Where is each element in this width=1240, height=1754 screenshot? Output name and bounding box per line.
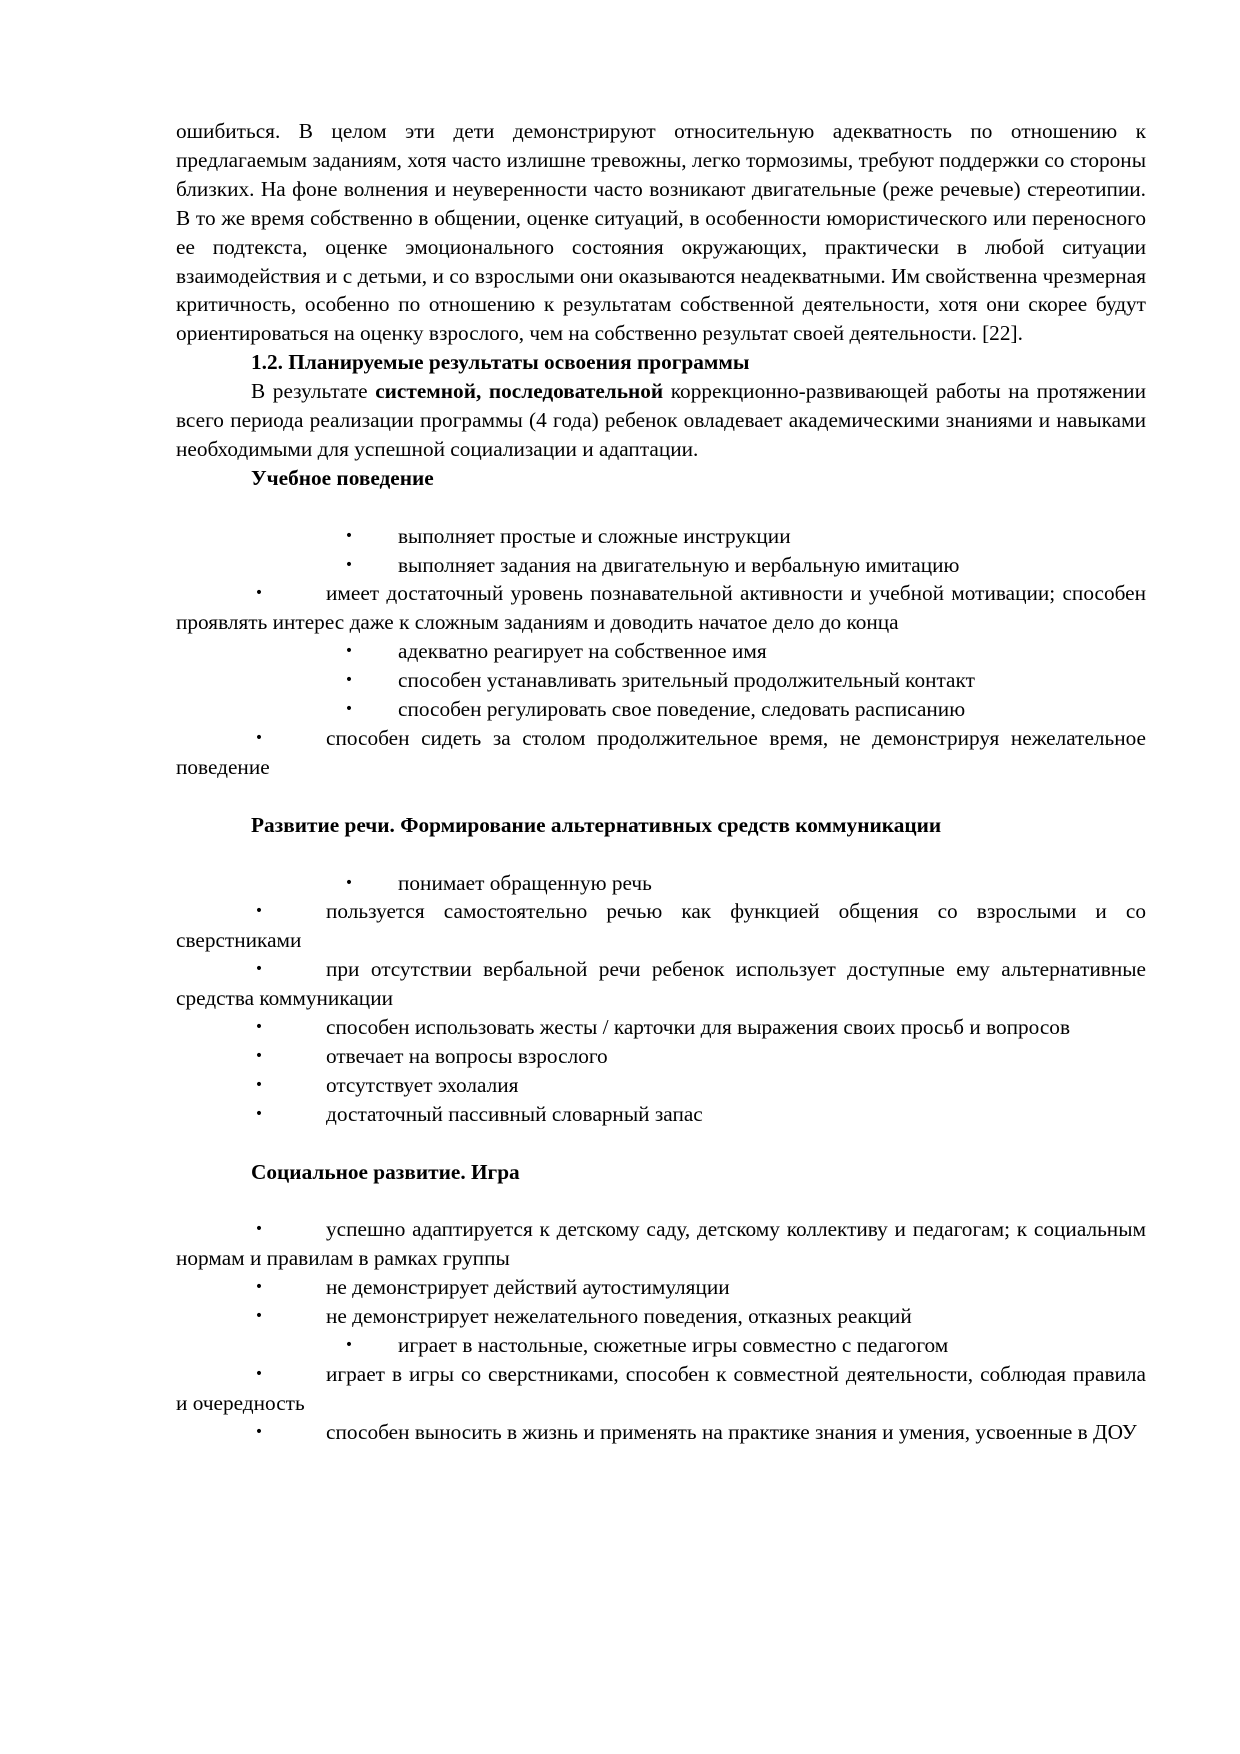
list-item xyxy=(176,1042,1146,1071)
list-item xyxy=(176,666,1146,695)
bullet-icon: • xyxy=(344,701,354,718)
spacer xyxy=(176,1186,1146,1215)
list-item-text: имеет достаточный уровень познавательной активности и учебной мотивации; способен проявлять интерес даже к сложным заданиям и доводить начатое дело до конца xyxy=(176,581,1146,635)
spacer xyxy=(176,840,1146,869)
bullet-icon: • xyxy=(344,672,354,689)
bullet-icon: • xyxy=(254,1047,264,1064)
list-item xyxy=(176,1302,1146,1331)
list-item xyxy=(176,1273,1146,1302)
list-item-text: пользуется самостоятельно речью как функцией общения со взрослыми и со сверстниками xyxy=(176,899,1146,953)
list-item-text: способен регулировать свое поведение, следовать расписанию xyxy=(398,697,966,722)
bullet-icon: • xyxy=(344,643,354,660)
list-item-text: достаточный пассивный словарный запас xyxy=(326,1101,703,1126)
list-item xyxy=(176,1360,1146,1418)
bullet-icon: • xyxy=(344,874,354,891)
list-item xyxy=(176,897,1146,955)
bullet-icon: • xyxy=(344,527,354,544)
list-item xyxy=(176,1013,1146,1042)
list-item-text: отсутствует эхолалия xyxy=(326,1072,519,1097)
bullet-icon: • xyxy=(254,585,264,602)
list-item-text: при отсутствии вербальной речи ребенок использует доступные ему альтернативные средства коммуникации xyxy=(176,957,1146,1011)
spacer xyxy=(176,493,1146,522)
bullet-icon: • xyxy=(254,961,264,978)
bullet-icon: • xyxy=(344,556,354,573)
list-item-text: выполняет задания на двигательную и вербальную имитацию xyxy=(398,552,960,577)
list-item xyxy=(176,1100,1146,1129)
list-item-text: способен использовать жесты / карточки для выражения своих просьб и вопросов xyxy=(326,1015,1071,1040)
list-item xyxy=(176,869,1146,898)
list-item-text: не демонстрирует действий аутостимуляции xyxy=(326,1275,730,1300)
page-content xyxy=(176,117,1146,1447)
bullet-icon: • xyxy=(254,1076,264,1093)
list-item-text: играет в игры со сверстниками, способен к совместной деятельности, соблюдая правила и очередность xyxy=(176,1361,1146,1415)
intro-paragraph: ошибиться. В целом эти дети демонстрируют относительную адекватность по отношению к предлагаемым заданиям, хотя часто излишне тревожны, легко тормозимы, требуют поддержки со стороны близких. На фоне волнения и неуверенности часто возникают двигательные (реже речевые) стереотипии. В то же время собственно в общении, оценке ситуаций, в особенности юмористического или переносного ее подтекста, оценке эмоционального состояния окружающих, практически в любой ситуации взаимодействия и с детьми, и со взрослыми они оказываются неадекватными. Им свойственна чрезмерная критичность, особенно по отношению к результатам собственной деятельности, хотя они скорее будут ориентироваться на оценку взрослого, чем на собственно результат своей деятельности. [22]. xyxy=(176,119,1146,346)
list-item-text: понимает обращенную речь xyxy=(398,870,652,895)
lead-text-bold: системной, последовательной xyxy=(375,379,664,404)
lead-text-start: В результате xyxy=(251,379,376,404)
list-item xyxy=(176,955,1146,1013)
social-heading: Социальное развитие. Игра xyxy=(251,1159,520,1184)
bullet-icon: • xyxy=(254,1019,264,1036)
speech-heading: Развитие речи. Формирование альтернативных средств коммуникации xyxy=(251,812,942,837)
bullet-icon: • xyxy=(254,903,264,920)
list-item-text: не демонстрирует нежелательного поведения, отказных реакций xyxy=(326,1304,912,1329)
list-item xyxy=(176,551,1146,580)
section-heading: 1.2. Планируемые результаты освоения программы xyxy=(251,350,750,375)
section-lead-paragraph xyxy=(176,377,1146,464)
list-item xyxy=(176,579,1146,637)
bullet-icon: • xyxy=(254,1423,264,1440)
bullet-icon: • xyxy=(254,1308,264,1325)
spacer xyxy=(176,1129,1146,1158)
list-item-text: играет в настольные, сюжетные игры совместно с педагогом xyxy=(398,1332,949,1357)
bullet-icon: • xyxy=(254,1365,264,1382)
bullet-icon: • xyxy=(344,1336,354,1353)
list-item xyxy=(176,724,1146,782)
list-item xyxy=(176,1418,1146,1447)
list-item-text: выполняет простые и сложные инструкции xyxy=(398,523,791,548)
list-item-text: способен устанавливать зрительный продолжительный контакт xyxy=(398,668,975,693)
bullet-icon: • xyxy=(254,1221,264,1238)
list-item-text: адекватно реагирует на собственное имя xyxy=(398,639,767,664)
spacer xyxy=(176,782,1146,811)
list-item xyxy=(176,1071,1146,1100)
bullet-icon: • xyxy=(254,1279,264,1296)
list-item xyxy=(176,1331,1146,1360)
list-item xyxy=(176,522,1146,551)
list-item xyxy=(176,1215,1146,1273)
bullet-icon: • xyxy=(254,730,264,747)
lead-text-end: коррекционно-развивающей работы на протяжении всего периода реализации программы (4 года) ребенок овладевает академическими знаниями и навыками необходимыми для успешной социализации и адаптации. xyxy=(176,379,1146,461)
list-item xyxy=(176,637,1146,666)
list-item-text: способен выносить в жизнь и применять на практике знания и умения, усвоенные в ДОУ xyxy=(326,1419,1137,1444)
list-item-text: способен сидеть за столом продолжительное время, не демонстрируя нежелательное поведение xyxy=(176,726,1146,779)
bullet-icon: • xyxy=(254,1105,264,1122)
list-item-text: успешно адаптируется к детскому саду, детскому коллективу и педагогам; к социальным нормам и правилам в рамках группы xyxy=(176,1217,1146,1271)
list-item-text: отвечает на вопросы взрослого xyxy=(326,1043,608,1068)
learning-heading: Учебное поведение xyxy=(251,465,434,490)
list-item xyxy=(176,695,1146,724)
